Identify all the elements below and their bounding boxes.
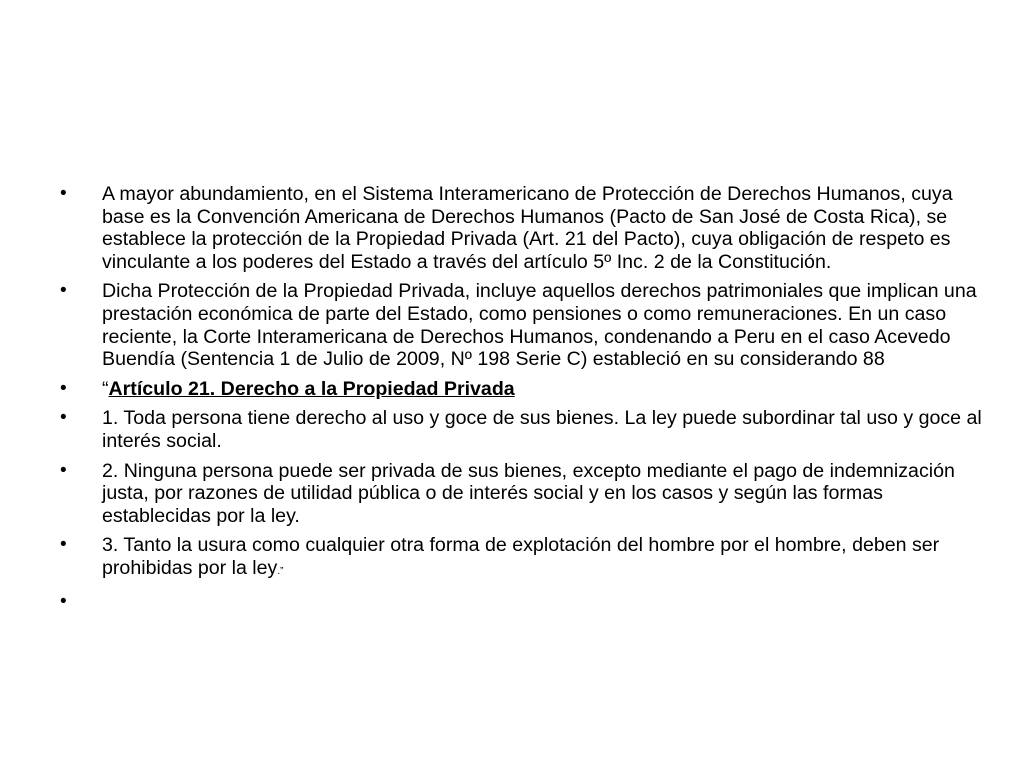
bullet-item-proteccion-propiedad — [0, 280, 1024, 370]
bullet-item-numeral-1 — [0, 407, 1024, 452]
article-heading — [102, 378, 984, 401]
bullet-item-articulo-21 — [0, 378, 1024, 401]
bullet-icon: • — [60, 590, 67, 612]
bullet-icon: • — [60, 280, 67, 302]
bullet-icon: • — [60, 377, 67, 399]
bullet-item-empty — [0, 591, 1024, 614]
bullet-icon: • — [60, 183, 67, 204]
bullet-icon: • — [60, 459, 67, 481]
bullet-icon: • — [60, 407, 67, 429]
open-quote: “ — [102, 377, 109, 400]
bullet-item-numeral-3 — [0, 534, 1024, 583]
paragraph-numeral-1: 1. Toda persona tiene derecho al uso y goce de sus bienes. La ley puede subordinar tal uso y goce al interés social. — [102, 407, 982, 452]
bullet-icon: • — [60, 534, 67, 556]
article-title: Artículo 21. Derecho a la Propiedad Privada — [108, 377, 515, 400]
bullet-item-numeral-2 — [0, 460, 1024, 528]
numeral-3-text: 3. Tanto la usura como cualquier otra forma de explotación del hombre por el hombre, deben ser prohibidas por la ley — [102, 534, 940, 579]
paragraph-empty — [102, 591, 984, 614]
paragraph-numeral-3 — [102, 534, 984, 583]
bullet-item-sistema-interamericano — [0, 183, 1024, 273]
paragraph-numeral-2: 2. Ninguna persona puede ser privada de sus bienes, excepto mediante el pago de indemnización justa, por razones de utilidad pública o de interés social y en los casos y según las formas establecidas por la ley. — [102, 459, 955, 527]
close-quote: .” — [277, 565, 284, 577]
bullet-list — [0, 183, 1024, 620]
paragraph-proteccion-propiedad: Dicha Protección de la Propiedad Privada, incluye aquellos derechos patrimoniales que implican una prestación económica de parte del Estado, como pensiones o como remuneraciones. En un caso reciente, la Corte Interamericana de Derechos Humanos, condenando a Peru en el caso Acevedo Buendía (Sentencia 1 de Julio de 2009, Nº 198 Serie C) estableció en su considerando 88 — [102, 280, 977, 371]
paragraph-sistema-interamericano: A mayor abundamiento, en el Sistema Interamericano de Protección de Derechos Humanos, cuya base es la Convención Americana de Derechos Humanos (Pacto de San José de Costa Rica), se establece la protección de la Propiedad Privada (Art. 21 del Pacto), cuya obligación de respeto es vinculante a los poderes del Estado a través del artículo 5º Inc. 2 de la Constitución. — [102, 183, 953, 273]
